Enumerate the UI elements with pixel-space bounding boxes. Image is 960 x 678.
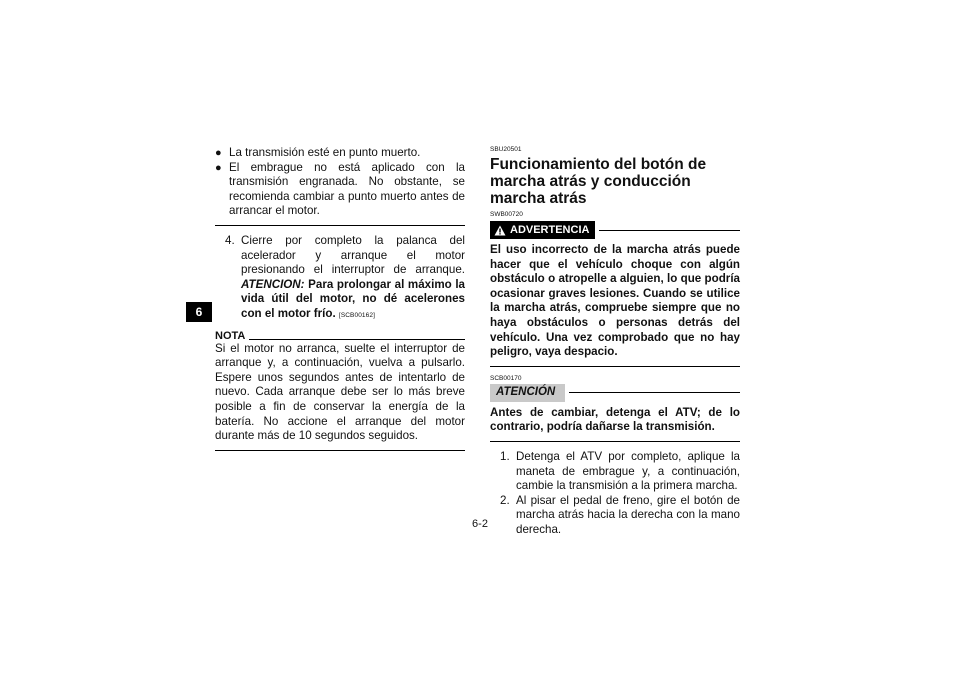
caution-code: SCB00170 <box>490 374 522 382</box>
warning-rule <box>599 230 740 231</box>
bullet-item <box>215 146 465 161</box>
step-number: 2. <box>500 493 510 507</box>
step-body: Cierre por completo la palanca del acelerador y arranque el motor presionando el interruptor de arranque. <box>241 233 465 277</box>
divider <box>215 450 465 451</box>
warning-badge <box>490 221 595 239</box>
bullet-text: El embrague no está aplicado con la transmisión engranada. No obstante, se recomienda cambiar a punto muerto antes de arrancar el motor. <box>229 160 465 218</box>
bullet-dot-icon: ● <box>215 161 222 174</box>
caution-label: ATENCIÓN <box>496 386 556 399</box>
section-heading: Funcionamiento del botón de marcha atrás y conducción marcha atrás <box>490 156 707 207</box>
step-number: 4. <box>225 233 235 247</box>
bullet-dot-icon: ● <box>215 147 222 159</box>
divider <box>490 441 740 442</box>
step-item <box>215 234 465 324</box>
step-text <box>241 234 465 324</box>
chapter-number: 6 <box>195 305 203 319</box>
nota-text: Si el motor no arranca, suelte el interruptor de arranque y, a continuación, vuelva a pulsarlo. Espere unos segundos antes de intentarlo de nuevo. Cada arranque debe ser lo más breve posible a fin de conservar la energía de la batería. No accione el arranque del motor durante más de 10 segundos seguidos. <box>215 341 465 443</box>
divider <box>490 366 740 367</box>
warning-code: SWB00720 <box>490 211 523 218</box>
step-text: Al pisar el pedal de freno, gire el botón de marcha atrás hacia la derecha con la mano derecha. <box>516 493 740 536</box>
warning-label: ADVERTENCIA <box>510 223 590 236</box>
reference-code: [SCB00162] <box>338 311 375 319</box>
page-number: 6-2 <box>472 518 488 530</box>
left-column <box>215 146 465 459</box>
right-column <box>490 146 740 538</box>
warning-text: El uso incorrecto de la marcha atrás puede hacer que el vehículo choque con algún obstáculo o atropelle a alguien, lo que podría ocasionar graves lesiones. Cuando se utilice la marcha atrás, compruebe siempre que no haya obstáculos o personas detrás del vehículo. Una vez comprobado que no hay peligro, vaya despacio. <box>490 243 740 359</box>
nota-rule <box>249 339 465 340</box>
step-text: Detenga el ATV por completo, aplique la maneta de embrague y, a continuación, cambie la transmisión a la primera marcha. <box>516 449 740 493</box>
step-item <box>490 450 740 494</box>
atencion-text: Para prolongar al máximo la vida útil del motor, no dé acelerones con el motor frío. <box>241 277 465 320</box>
warning-header <box>490 221 740 239</box>
bullet-item <box>215 161 465 219</box>
warning-triangle-icon <box>494 225 506 236</box>
nota-label: NOTA <box>215 329 246 342</box>
caution-header <box>490 384 740 402</box>
nota-header <box>215 330 465 342</box>
caution-badge <box>490 384 565 402</box>
step-item <box>490 494 740 538</box>
caution-rule <box>569 392 740 393</box>
chapter-tab <box>186 302 212 322</box>
divider <box>215 225 465 226</box>
caution-text: Antes de cambiar, detenga el ATV; de lo contrario, podría dañarse la transmisión. <box>490 405 740 434</box>
bullet-text: La transmisión esté en punto muerto. <box>229 146 421 159</box>
atencion-label: ATENCION: <box>241 277 305 291</box>
step-number: 1. <box>500 449 510 463</box>
section-code: SBU20501 <box>490 146 522 153</box>
